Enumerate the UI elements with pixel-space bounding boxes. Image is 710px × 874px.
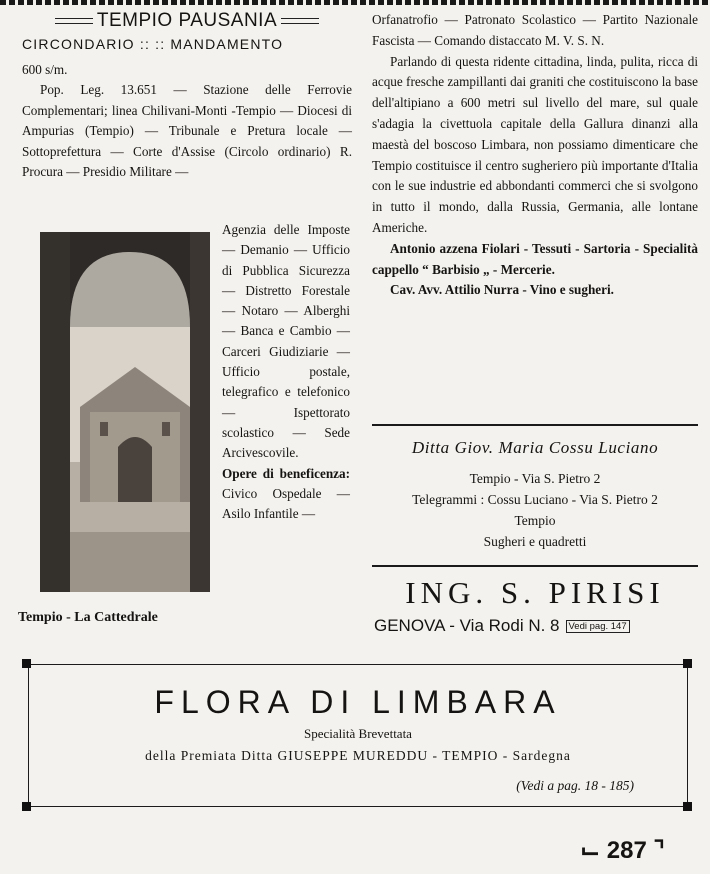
box-corner-bl — [22, 802, 31, 811]
town-intro — [22, 60, 352, 182]
flora-specialita: Specialità Brevettata — [304, 726, 412, 741]
opere-label: Opere di beneficenza: — [222, 465, 350, 481]
description-paragraph: Parlando di questa ridente cittadina, linda, pulita, ricca di acque fresche zampillanti dai graniti che costituiscono la base dell'altipiano a 600 metri sul livello del mare, sul quale s'adagia la civettuola capitale della Gallura dinanzi alla maestà del boscoso Limbara, non possiamo dimenticare che Tempio costituisce il centro sugheriero più importante d'Italia con le sue industrie ed abbondanti commerci che si svolgono in tutto il mondo, dalla Russia, Germania, alle lontane Americhe. — [372, 53, 698, 235]
divider-2 — [372, 565, 698, 567]
ad-azzena: Antonio azzena Fiolari - Tessuti - Sartoria - Specialità cappello “ Barbisio „ - Mercerie. — [372, 240, 698, 277]
flora-premiata: della Premiata Ditta GIUSEPPE MUREDDU - TEMPIO - Sardegna — [145, 748, 571, 763]
top-border-dots — [0, 0, 710, 5]
heading-rule-left — [55, 18, 93, 24]
ditta-address: Tempio - Via S. Pietro 2 — [469, 471, 601, 486]
left-column — [22, 10, 352, 182]
flora-page-ref: (Vedi a pag. 18 - 185) — [516, 778, 634, 793]
ditta-telegrammi: Telegrammi : Cossu Luciano - Via S. Pietro 2 — [412, 492, 658, 507]
town-subheading: CIRCONDARIO :: :: MANDAMENTO — [22, 36, 284, 52]
intro-paragraph: Pop. Leg. 13.651 — Stazione delle Ferrovie Complementari; linea Chilivani-Monti -Tempio — Diocesi di Ampurias (Tempio) — Tribunale e Pretura locale — Sottoprefettura — Corte d'Assise (Circolo ordinario) R. Procura — Presidio Militare — — [22, 82, 352, 180]
pirisi-title: ING. S. PIRISI — [405, 575, 665, 610]
continuation-text: Orfanatrofio — Patronato Scolastico — Partito Nazionale Fascista — Comando distaccato M. V. S. N. — [372, 12, 698, 48]
box-corner-br — [683, 802, 692, 811]
ditta-cossu-title: Ditta Giov. Maria Cossu Luciano — [411, 438, 659, 457]
town-heading-text: TEMPIO PAUSANIA — [96, 10, 278, 31]
services-text: Agenzia delle Imposte — Demanio — Ufficio di Pubblica Sicurezza — Distretto Forestale — Notaro — Alberghi — Banca e Cambio — Carceri Giudiziarie — Ufficio postale, telegrafico e telefonico — Ispettorato scolastico — Sede Arcivescovile. — [222, 222, 350, 461]
pirisi-page-ref: Vedi pag. 147 — [566, 620, 630, 633]
cathedral-photo — [40, 232, 210, 592]
town-heading — [22, 10, 352, 32]
divider-1 — [372, 424, 698, 426]
ditta-city: Tempio — [514, 513, 556, 528]
opere-paragraph — [222, 464, 350, 525]
ditta-products: Sugheri e quadretti — [483, 534, 587, 549]
services-narrow-column — [222, 220, 350, 524]
right-column — [372, 10, 698, 301]
box-corner-tl — [22, 659, 31, 668]
ad-nurra: Cav. Avv. Attilio Nurra - Vino e sugheri. — [390, 282, 614, 298]
altitude-text: 600 s/m. — [22, 62, 68, 77]
page-number: ⌙ 287 ⌝ — [580, 837, 665, 864]
flora-title: FLORA DI LIMBARA — [154, 684, 562, 720]
photo-caption: Tempio - La Cattedrale — [18, 610, 158, 625]
page-number-text: 287 — [606, 837, 647, 864]
heading-rule-right — [281, 18, 319, 24]
pirisi-address — [374, 616, 630, 636]
box-corner-tr — [683, 659, 692, 668]
pirisi-address-text: GENOVA - Via Rodi N. 8 — [374, 616, 560, 635]
opere-text: Civico Ospedale — Asilo Infantile — — [222, 485, 350, 522]
